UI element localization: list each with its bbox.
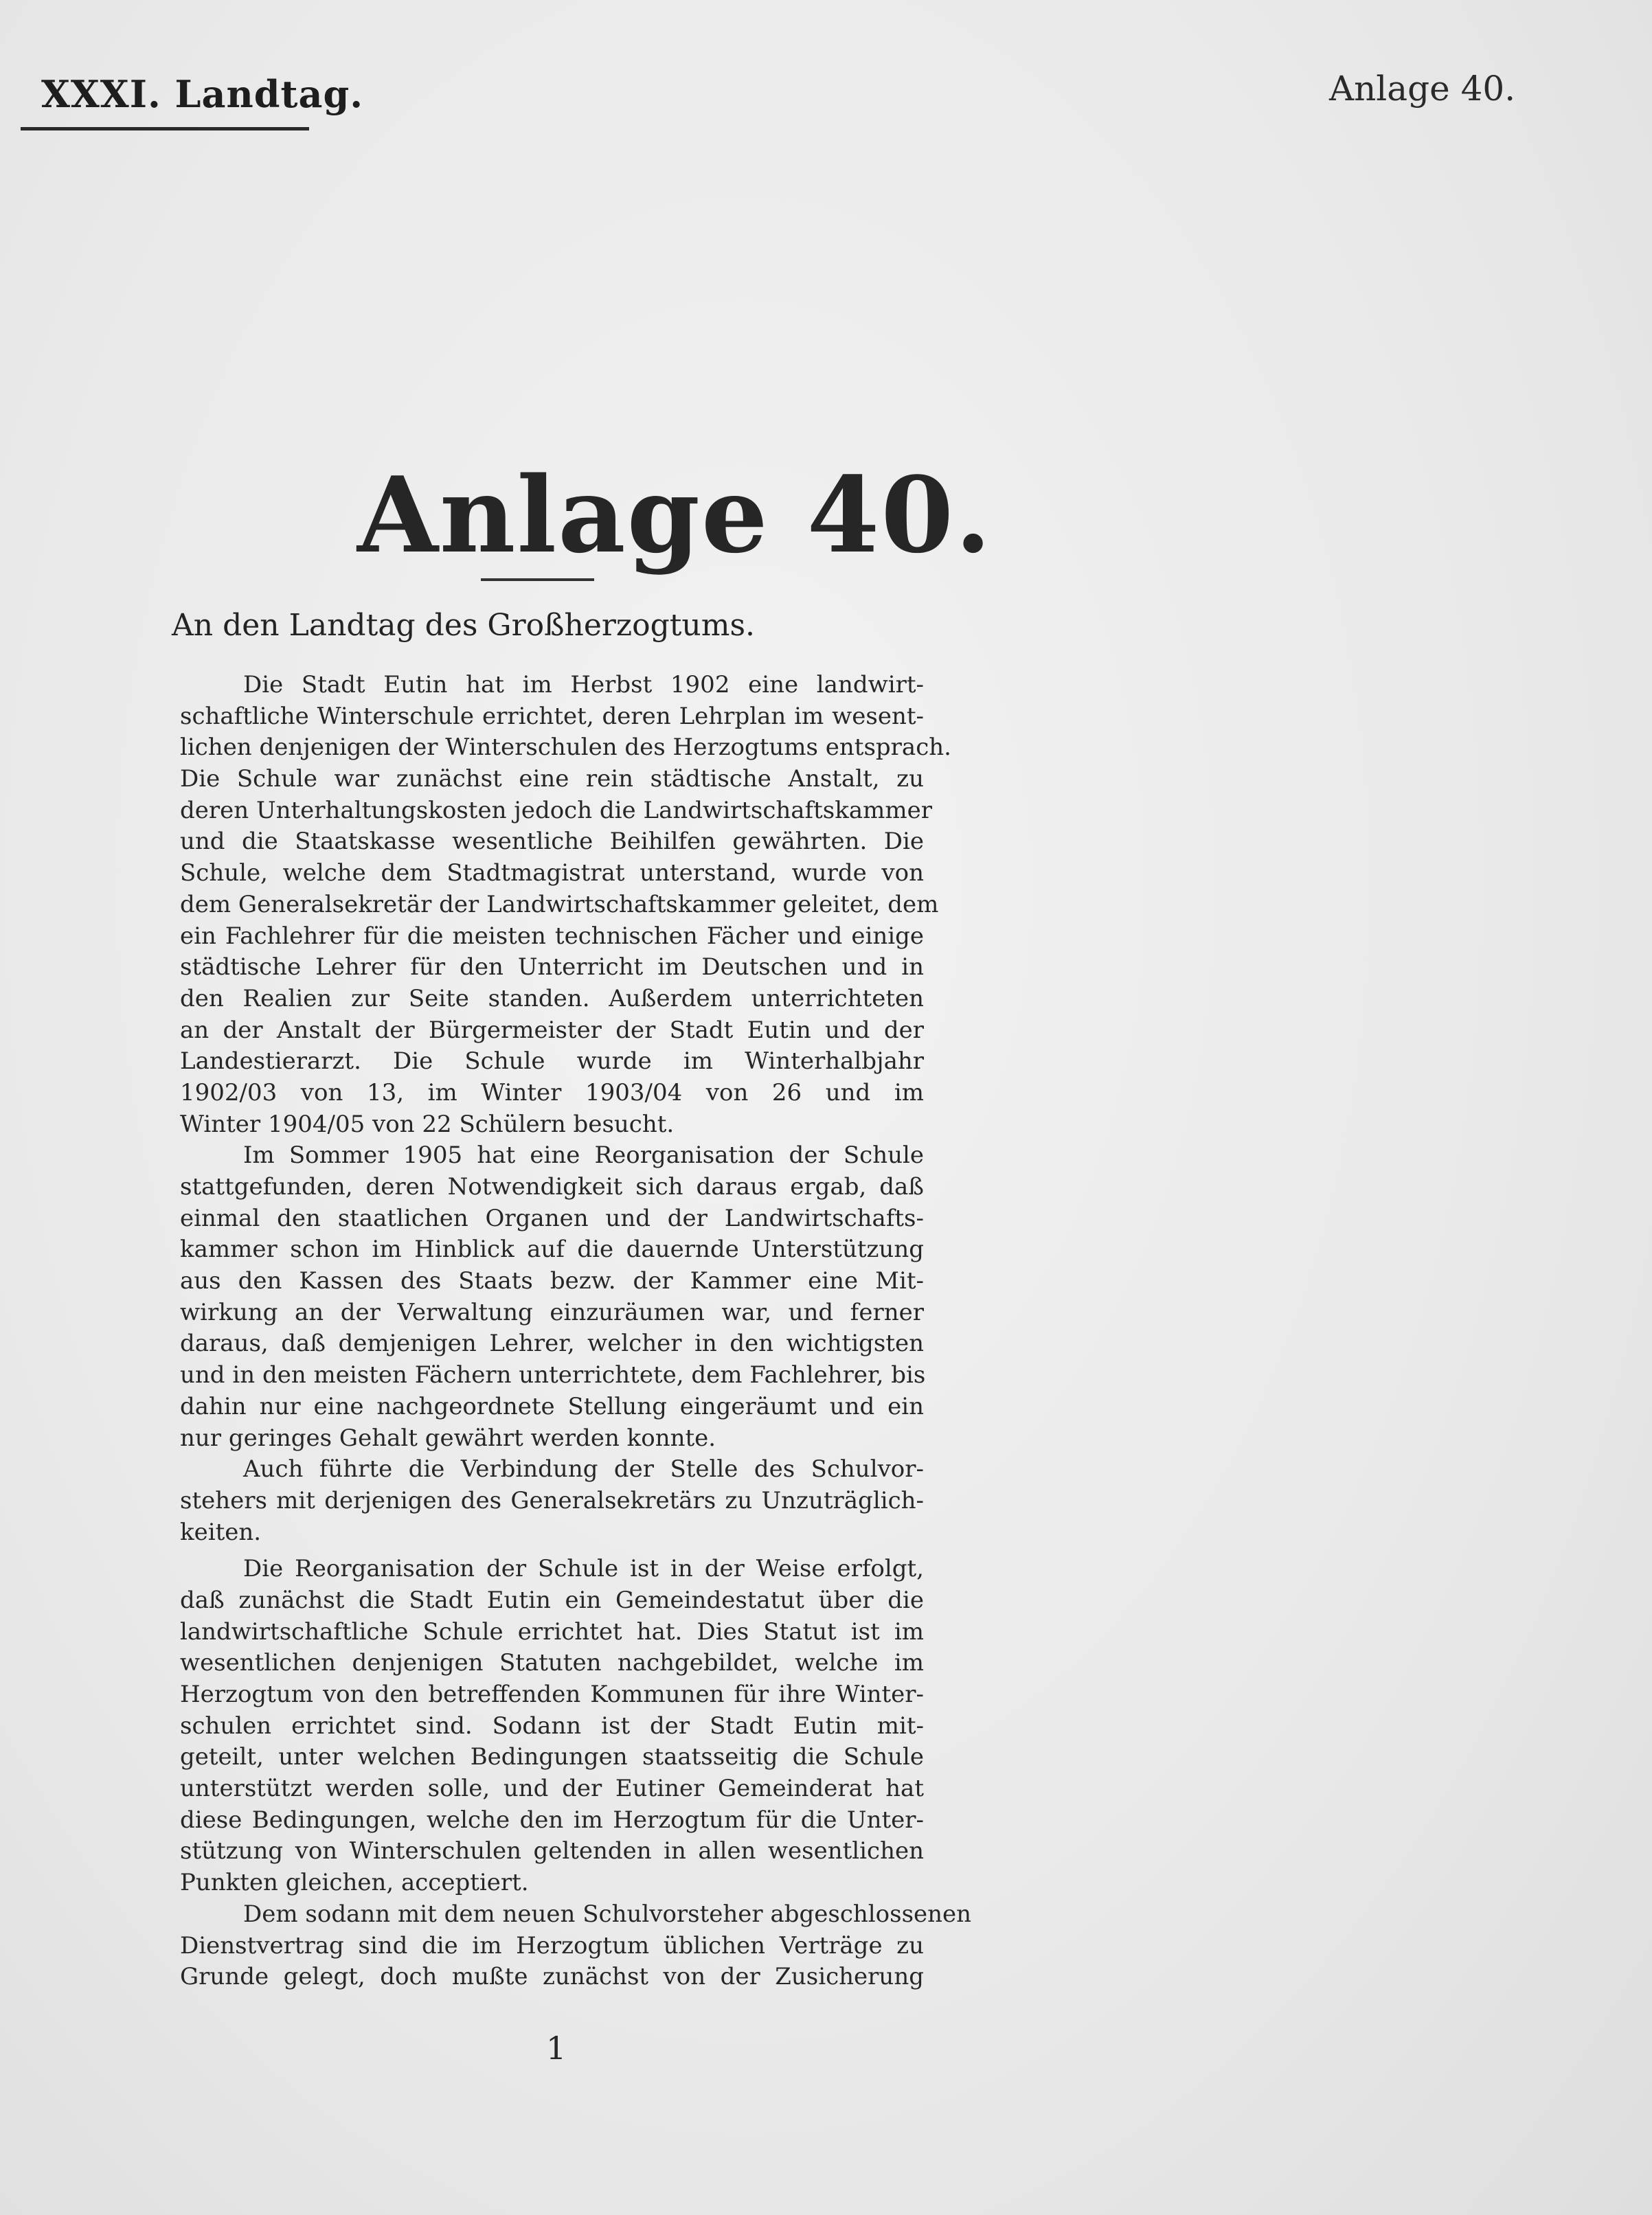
text-line: aus den Kassen des Staats bezw. der Kammer eine Mit- <box>180 1267 924 1295</box>
text-line: stützung von Winterschulen geltenden in allen wesentlichen <box>180 1837 924 1865</box>
running-header-right: Anlage 40. <box>1329 69 1516 109</box>
text-line: daß zunächst die Stadt Eutin ein Gemeindestatut über die <box>180 1586 924 1614</box>
page-number: 1 <box>546 2030 567 2067</box>
text-line: wesentlichen denjenigen Statuten nachgebildet, welche im <box>180 1649 924 1677</box>
text-line: geteilt, unter welchen Bedingungen staatsseitig die Schule <box>180 1743 924 1771</box>
text-line: landwirtschaftliche Schule errichtet hat. Dies Statut ist im <box>180 1617 924 1646</box>
text-line: Die Reorganisation der Schule ist in der Weise erfolgt, <box>243 1555 924 1583</box>
paragraph-gap <box>180 1548 924 1554</box>
text-line: Herzogtum von den betreffenden Kommunen für ihre Winter- <box>180 1681 924 1708</box>
text-line: Punkten gleichen, acceptiert. <box>180 1869 529 1897</box>
text-line: Landestierarzt. Die Schule wurde im Winterhalbjahr <box>180 1047 924 1076</box>
text-line: schulen errichtet sind. Sodann ist der Stadt Eutin mit- <box>180 1712 924 1740</box>
text-line: Auch führte die Verbindung der Stelle des Schulvor- <box>243 1455 924 1484</box>
text-line: daraus, daß demjenigen Lehrer, welcher in den wichtigsten <box>180 1330 924 1358</box>
text-line: deren Unterhaltungskosten jedoch die Landwirtschaftskammer <box>180 796 932 824</box>
text-line: diese Bedingungen, welche den im Herzogtum für die Unter- <box>180 1806 924 1834</box>
addressee-line: An den Landtag des Großherzogtums. <box>172 608 756 643</box>
body-text <box>180 670 972 1993</box>
text-line: stehers mit derjenigen des Generalsekretärs zu Unzuträglich- <box>180 1486 924 1514</box>
text-line: nur geringes Gehalt gewährt werden konnte. <box>180 1424 716 1452</box>
text-line: keiten. <box>180 1518 262 1546</box>
text-line: schaftliche Winterschule errichtet, deren Lehrplan im wesent- <box>180 702 924 730</box>
text-line: wirkung an der Verwaltung einzuräumen war, und ferner <box>180 1298 924 1326</box>
text-line: Die Stadt Eutin hat im Herbst 1902 eine landwirt- <box>243 671 924 698</box>
text-line: stattgefunden, deren Notwendigkeit sich daraus ergab, daß <box>180 1173 924 1201</box>
text-line: städtische Lehrer für den Unterricht im Deutschen und in <box>180 953 924 981</box>
text-line: unterstützt werden solle, und der Eutiner Gemeinderat hat <box>180 1775 924 1803</box>
text-line: Dienstvertrag sind die im Herzogtum üblichen Verträge zu <box>180 1931 924 1960</box>
document-title: Anlage 40. <box>357 453 993 576</box>
title-divider <box>481 578 594 581</box>
text-line: und in den meisten Fächern unterrichtete, dem Fachlehrer, bis <box>180 1361 926 1389</box>
text-line: lichen denjenigen der Winterschulen des Herzogtums entsprach. <box>180 734 951 762</box>
text-line: an der Anstalt der Bürgermeister der Stadt Eutin und der <box>180 1016 924 1044</box>
text-line: einmal den staatlichen Organen und der Landwirtschafts- <box>180 1204 924 1232</box>
text-line: kammer schon im Hinblick auf die dauernde Unterstützung <box>180 1236 924 1264</box>
text-line: 1902/03 von 13, im Winter 1903/04 von 26 und im <box>180 1078 924 1106</box>
text-line: Dem sodann mit dem neuen Schulvorsteher abgeschlossenen <box>243 1900 972 1928</box>
text-line: Die Schule war zunächst eine rein städtische Anstalt, zu <box>180 765 924 793</box>
text-line: dahin nur eine nachgeordnete Stellung eingeräumt und ein <box>180 1392 924 1420</box>
text-line: ein Fachlehrer für die meisten technischen Fächer und einige <box>180 922 924 950</box>
text-line: und die Staatskasse wesentliche Beihilfen gewährten. Die <box>180 828 924 856</box>
text-line: Winter 1904/05 von 22 Schülern besucht. <box>180 1110 675 1138</box>
text-line: Schule, welche dem Stadtmagistrat unterstand, wurde von <box>180 859 924 887</box>
running-header-left: XXXI. Landtag. <box>41 72 364 116</box>
text-line: den Realien zur Seite standen. Außerdem unterrichteten <box>180 984 924 1012</box>
text-line: Im Sommer 1905 hat eine Reorganisation der Schule <box>243 1141 924 1170</box>
text-line: Grunde gelegt, doch mußte zunächst von der Zusicherung <box>180 1963 924 1991</box>
header-underline <box>21 127 309 130</box>
text-line: dem Generalsekretär der Landwirtschaftskammer geleitet, dem <box>180 890 939 918</box>
